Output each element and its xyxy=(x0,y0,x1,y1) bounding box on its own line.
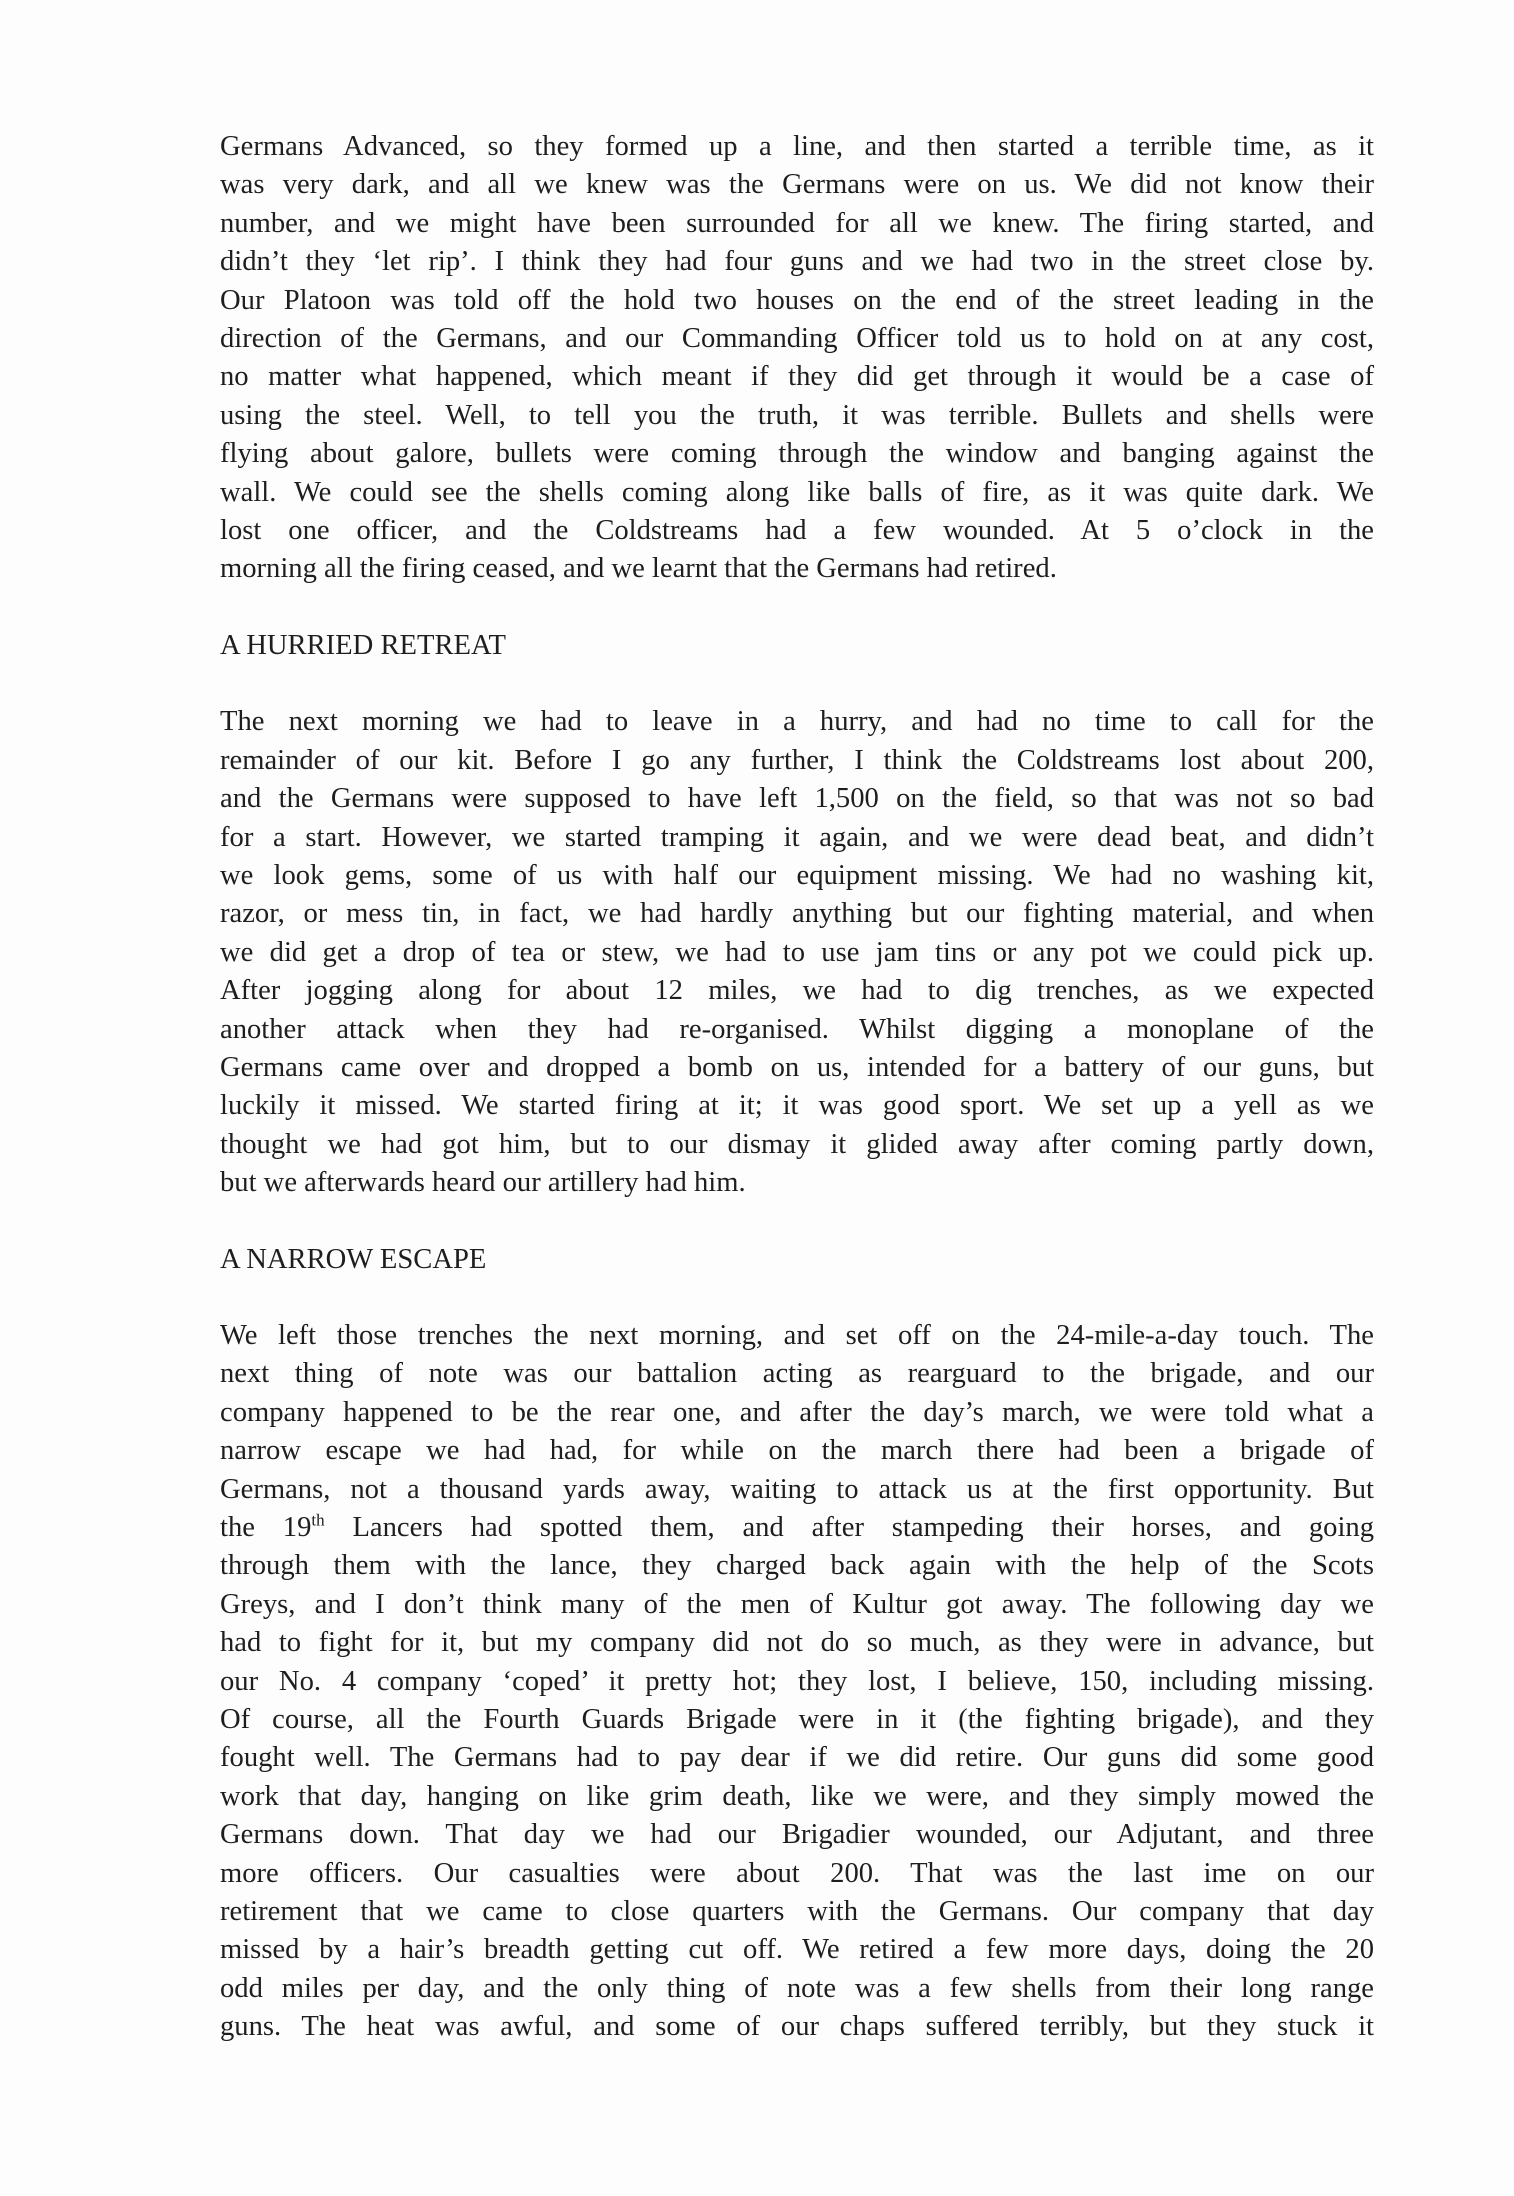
text-line: Of course, all the Fourth Guards Brigade were in it (the fighting brigade), and they xyxy=(220,1704,1374,1736)
text-line: We left those trenches the next morning, and set off on the 24-mile-a-day touch. The xyxy=(220,1319,1374,1351)
text-line: Germans, not a thousand yards away, waiting to attack us at the first opportunity. But xyxy=(220,1473,1374,1505)
text-line: for a start. However, we started tramping it again, and we were dead beat, and didn’t xyxy=(220,821,1374,853)
paragraph-night-attack xyxy=(220,128,1374,589)
text-line: but we afterwards heard our artillery had him. xyxy=(220,1167,746,1199)
text-line: lost one officer, and the Coldstreams had a few wounded. At 5 o’clock in the xyxy=(220,515,1374,547)
text-line: Germans Advanced, so they formed up a line, and then started a terrible time, as it xyxy=(220,131,1374,162)
text-line: guns. The heat was awful, and some of our chaps suffered terribly, but they stuck it xyxy=(220,2011,1374,2043)
line-start: the 19 xyxy=(220,1512,312,1543)
text-line: luckily it missed. We started firing at it; it was good sport. We set up a yell as we xyxy=(220,1090,1374,1122)
section-heading-hurried-retreat: A HURRIED RETREAT xyxy=(220,629,506,661)
text-line: fought well. The Germans had to pay dear if we did retire. Our guns did some good xyxy=(220,1742,1374,1774)
text-line: was very dark, and all we knew was the Germans were on us. We did not know their xyxy=(220,169,1374,201)
document-body xyxy=(220,128,1374,2047)
text-line: After jogging along for about 12 miles, we had to dig trenches, as we expected xyxy=(220,975,1374,1007)
paragraph-hurried-retreat xyxy=(220,703,1374,1202)
section-heading-narrow-escape: A NARROW ESCAPE xyxy=(220,1243,487,1275)
text-line: flying about galore, bullets were coming through the window and banging against the xyxy=(220,438,1374,470)
text-line: had to fight for it, but my company did not do so much, as they were in advance, but xyxy=(220,1627,1374,1659)
text-line: number, and we might have been surrounded for all we knew. The firing started, and xyxy=(220,207,1374,239)
text-line: we did get a drop of tea or stew, we had to use jam tins or any pot we could pick up. xyxy=(220,936,1374,968)
text-line: Germans down. That day we had our Brigadier wounded, our Adjutant, and three xyxy=(220,1819,1374,1851)
text-line: company happened to be the rear one, and after the day’s march, we were told what a xyxy=(220,1396,1374,1428)
text-line: The next morning we had to leave in a hurry, and had no time to call for the xyxy=(220,706,1374,738)
text-line: and the Germans were supposed to have left 1,500 on the field, so that was not so bad xyxy=(220,783,1374,815)
ordinal-superscript: th xyxy=(311,1510,325,1530)
text-line: using the steel. Well, to tell you the truth, it was terrible. Bullets and shells were xyxy=(220,399,1374,431)
text-line: Germans came over and dropped a bomb on us, intended for a battery of our guns, but xyxy=(220,1051,1374,1083)
text-line: next thing of note was our battalion acting as rearguard to the brigade, and our xyxy=(220,1358,1374,1390)
text-line: narrow escape we had had, for while on the march there had been a brigade of xyxy=(220,1435,1374,1467)
text-line: remainder of our kit. Before I go any further, I think the Coldstreams lost about 200, xyxy=(220,744,1374,776)
text-line: thought we had got him, but to our dismay it glided away after coming partly down, xyxy=(220,1128,1374,1160)
text-line: wall. We could see the shells coming along like balls of fire, as it was quite dark. We xyxy=(220,476,1374,508)
text-line: odd miles per day, and the only thing of note was a few shells from their long range xyxy=(220,1972,1374,2004)
text-line: no matter what happened, which meant if they did get through it would be a case of xyxy=(220,361,1374,393)
text-line: our No. 4 company ‘coped’ it pretty hot; they lost, I believe, 150, including missing. xyxy=(220,1665,1374,1697)
text-line: through them with the lance, they charged back again with the help of the Scots xyxy=(220,1550,1374,1582)
text-line: Our Platoon was told off the hold two houses on the end of the street leading in the xyxy=(220,284,1374,316)
text-line: another attack when they had re-organised. Whilst digging a monoplane of the xyxy=(220,1013,1374,1045)
text-line: missed by a hair’s breadth getting cut off. We retired a few more days, doing the 20 xyxy=(220,1934,1374,1966)
text-line: morning all the firing ceased, and we learnt that the Germans had retired. xyxy=(220,553,1057,585)
paragraph-narrow-escape xyxy=(220,1317,1374,2047)
text-line: retirement that we came to close quarters with the Germans. Our company that day xyxy=(220,1896,1374,1928)
text-line: direction of the Germans, and our Commanding Officer told us to hold on at any cost, xyxy=(220,323,1374,355)
text-line-with-superscript xyxy=(220,1509,1374,1547)
line-rest: Lancers had spotted them, and after stampeding their horses, and going xyxy=(324,1512,1374,1543)
text-line: razor, or mess tin, in fact, we had hardly anything but our fighting material, and when xyxy=(220,898,1374,930)
text-line: we look gems, some of us with half our equipment missing. We had no washing kit, xyxy=(220,859,1374,891)
text-line: Greys, and I don’t think many of the men of Kultur got away. The following day we xyxy=(220,1588,1374,1620)
text-line: work that day, hanging on like grim death, like we were, and they simply mowed the xyxy=(220,1780,1374,1812)
text-line: more officers. Our casualties were about 200. That was the last ime on our xyxy=(220,1857,1374,1889)
text-line: didn’t they ‘let rip’. I think they had four guns and we had two in the street close by. xyxy=(220,246,1374,278)
